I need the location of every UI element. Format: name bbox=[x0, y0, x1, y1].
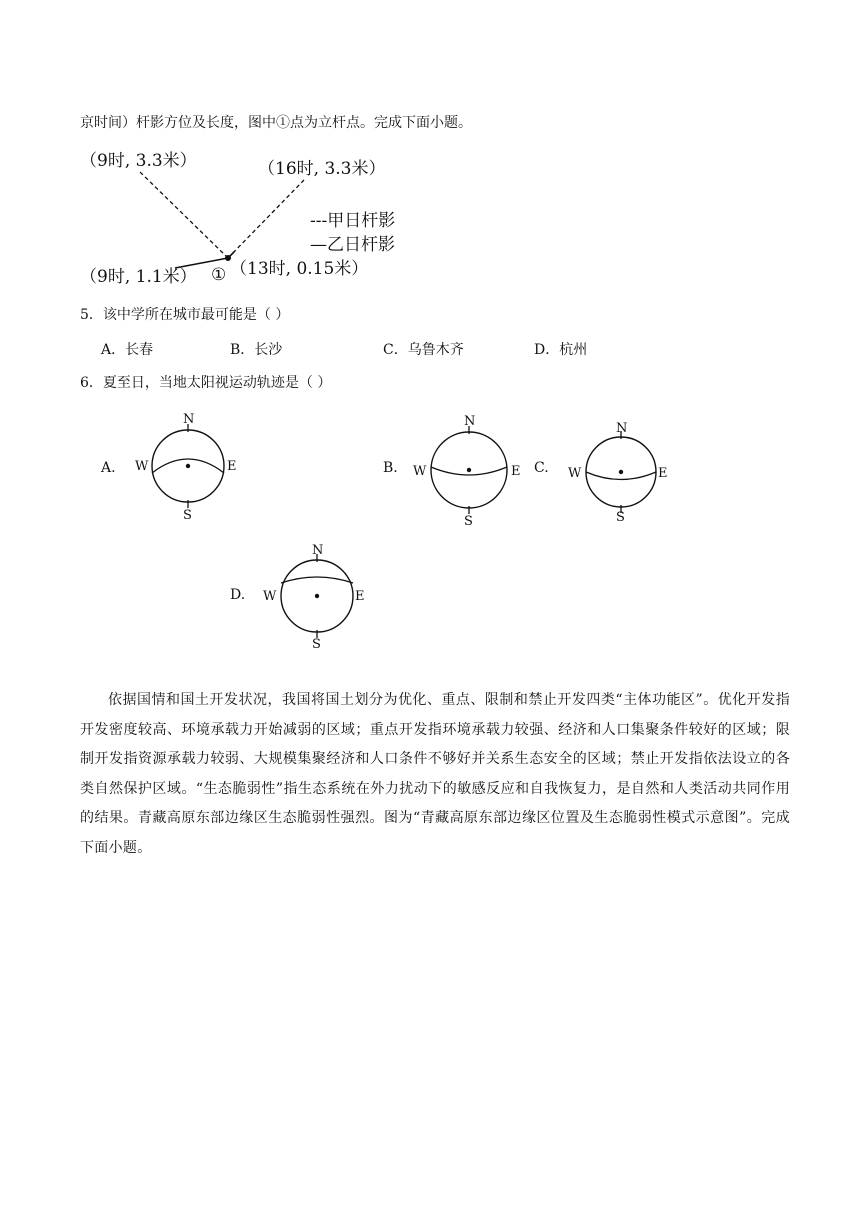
south-label: S bbox=[312, 637, 321, 652]
north-label: N bbox=[312, 543, 324, 558]
north-label: N bbox=[616, 421, 628, 436]
shadow-9h-jia bbox=[140, 172, 228, 258]
legend-jia: ---甲日杆影 bbox=[310, 211, 396, 231]
q6-option-c-diagram bbox=[560, 420, 680, 525]
north-label: N bbox=[464, 414, 476, 429]
west-label: W bbox=[568, 466, 582, 481]
east-label: E bbox=[227, 459, 237, 474]
shadow-diagram bbox=[70, 140, 490, 290]
legend-yi: —乙日杆影 bbox=[310, 235, 395, 255]
q5-option-d: D．杭州 bbox=[534, 342, 588, 358]
q5-option-b: B．长沙 bbox=[230, 342, 283, 358]
east-label: E bbox=[511, 464, 521, 479]
south-label: S bbox=[616, 510, 625, 525]
q6-option-b-diagram bbox=[405, 410, 535, 525]
west-label: W bbox=[413, 464, 427, 479]
west-label: W bbox=[135, 459, 149, 474]
label-pole-point: ① bbox=[211, 265, 227, 285]
east-label: E bbox=[355, 589, 365, 604]
west-label: W bbox=[263, 589, 277, 604]
label-9h-long: （9时, 3.3米） bbox=[80, 151, 197, 171]
label-13h: （13时, 0.15米） bbox=[230, 259, 369, 279]
q6-option-d-diagram bbox=[255, 540, 380, 655]
q6-option-a-diagram bbox=[125, 410, 245, 520]
intro-text: 京时间）杆影方位及长度，图中①点为立杆点。完成下面小题。 bbox=[80, 115, 472, 131]
q5-stem: 5．该中学所在城市最可能是（ ） bbox=[80, 307, 290, 323]
passage-text: 依据国情和国土开发状况，我国将国土划分为优化、重点、限制和禁止开发四类“主体功能区”。优化开发指开发密度较高、环境承载力开始减弱的区域；重点开发指环境承载力较强、经济和人口集聚条件较好的区域；限制开发指资源承载力较弱、大规模集聚经济和人口条件不够好并关系生态安全的区域；禁止开发指依法设立的各类自然保护区域。“生态脆弱性”指生态系统在外力扰动下的敏感反应和自我恢复力，是自然和人类活动共同作用的结果。青藏高原东部边缘区生态脆弱性强烈。图为“青藏高原东部边缘区位置及生态脆弱性模式示意图”。完成下面小题。 bbox=[80, 692, 790, 856]
q6-option-d-label: D. bbox=[230, 587, 246, 603]
shadow-16h-jia bbox=[228, 180, 304, 258]
label-16h: （16时, 3.3米） bbox=[258, 159, 386, 179]
south-label: S bbox=[464, 514, 473, 525]
east-label: E bbox=[658, 466, 668, 481]
south-label: S bbox=[183, 508, 192, 520]
q6-stem: 6．夏至日，当地太阳视运动轨迹是（ ） bbox=[80, 375, 332, 391]
q6-option-a-label: A. bbox=[101, 460, 116, 476]
label-9h-short: （9时, 1.1米） bbox=[80, 267, 197, 287]
q6-option-c-label: C. bbox=[534, 460, 549, 476]
north-label: N bbox=[183, 412, 195, 427]
q5-option-a: A．长春 bbox=[101, 342, 154, 358]
q5-option-c: C．乌鲁木齐 bbox=[383, 342, 464, 358]
q6-option-b-label: B. bbox=[383, 460, 398, 476]
